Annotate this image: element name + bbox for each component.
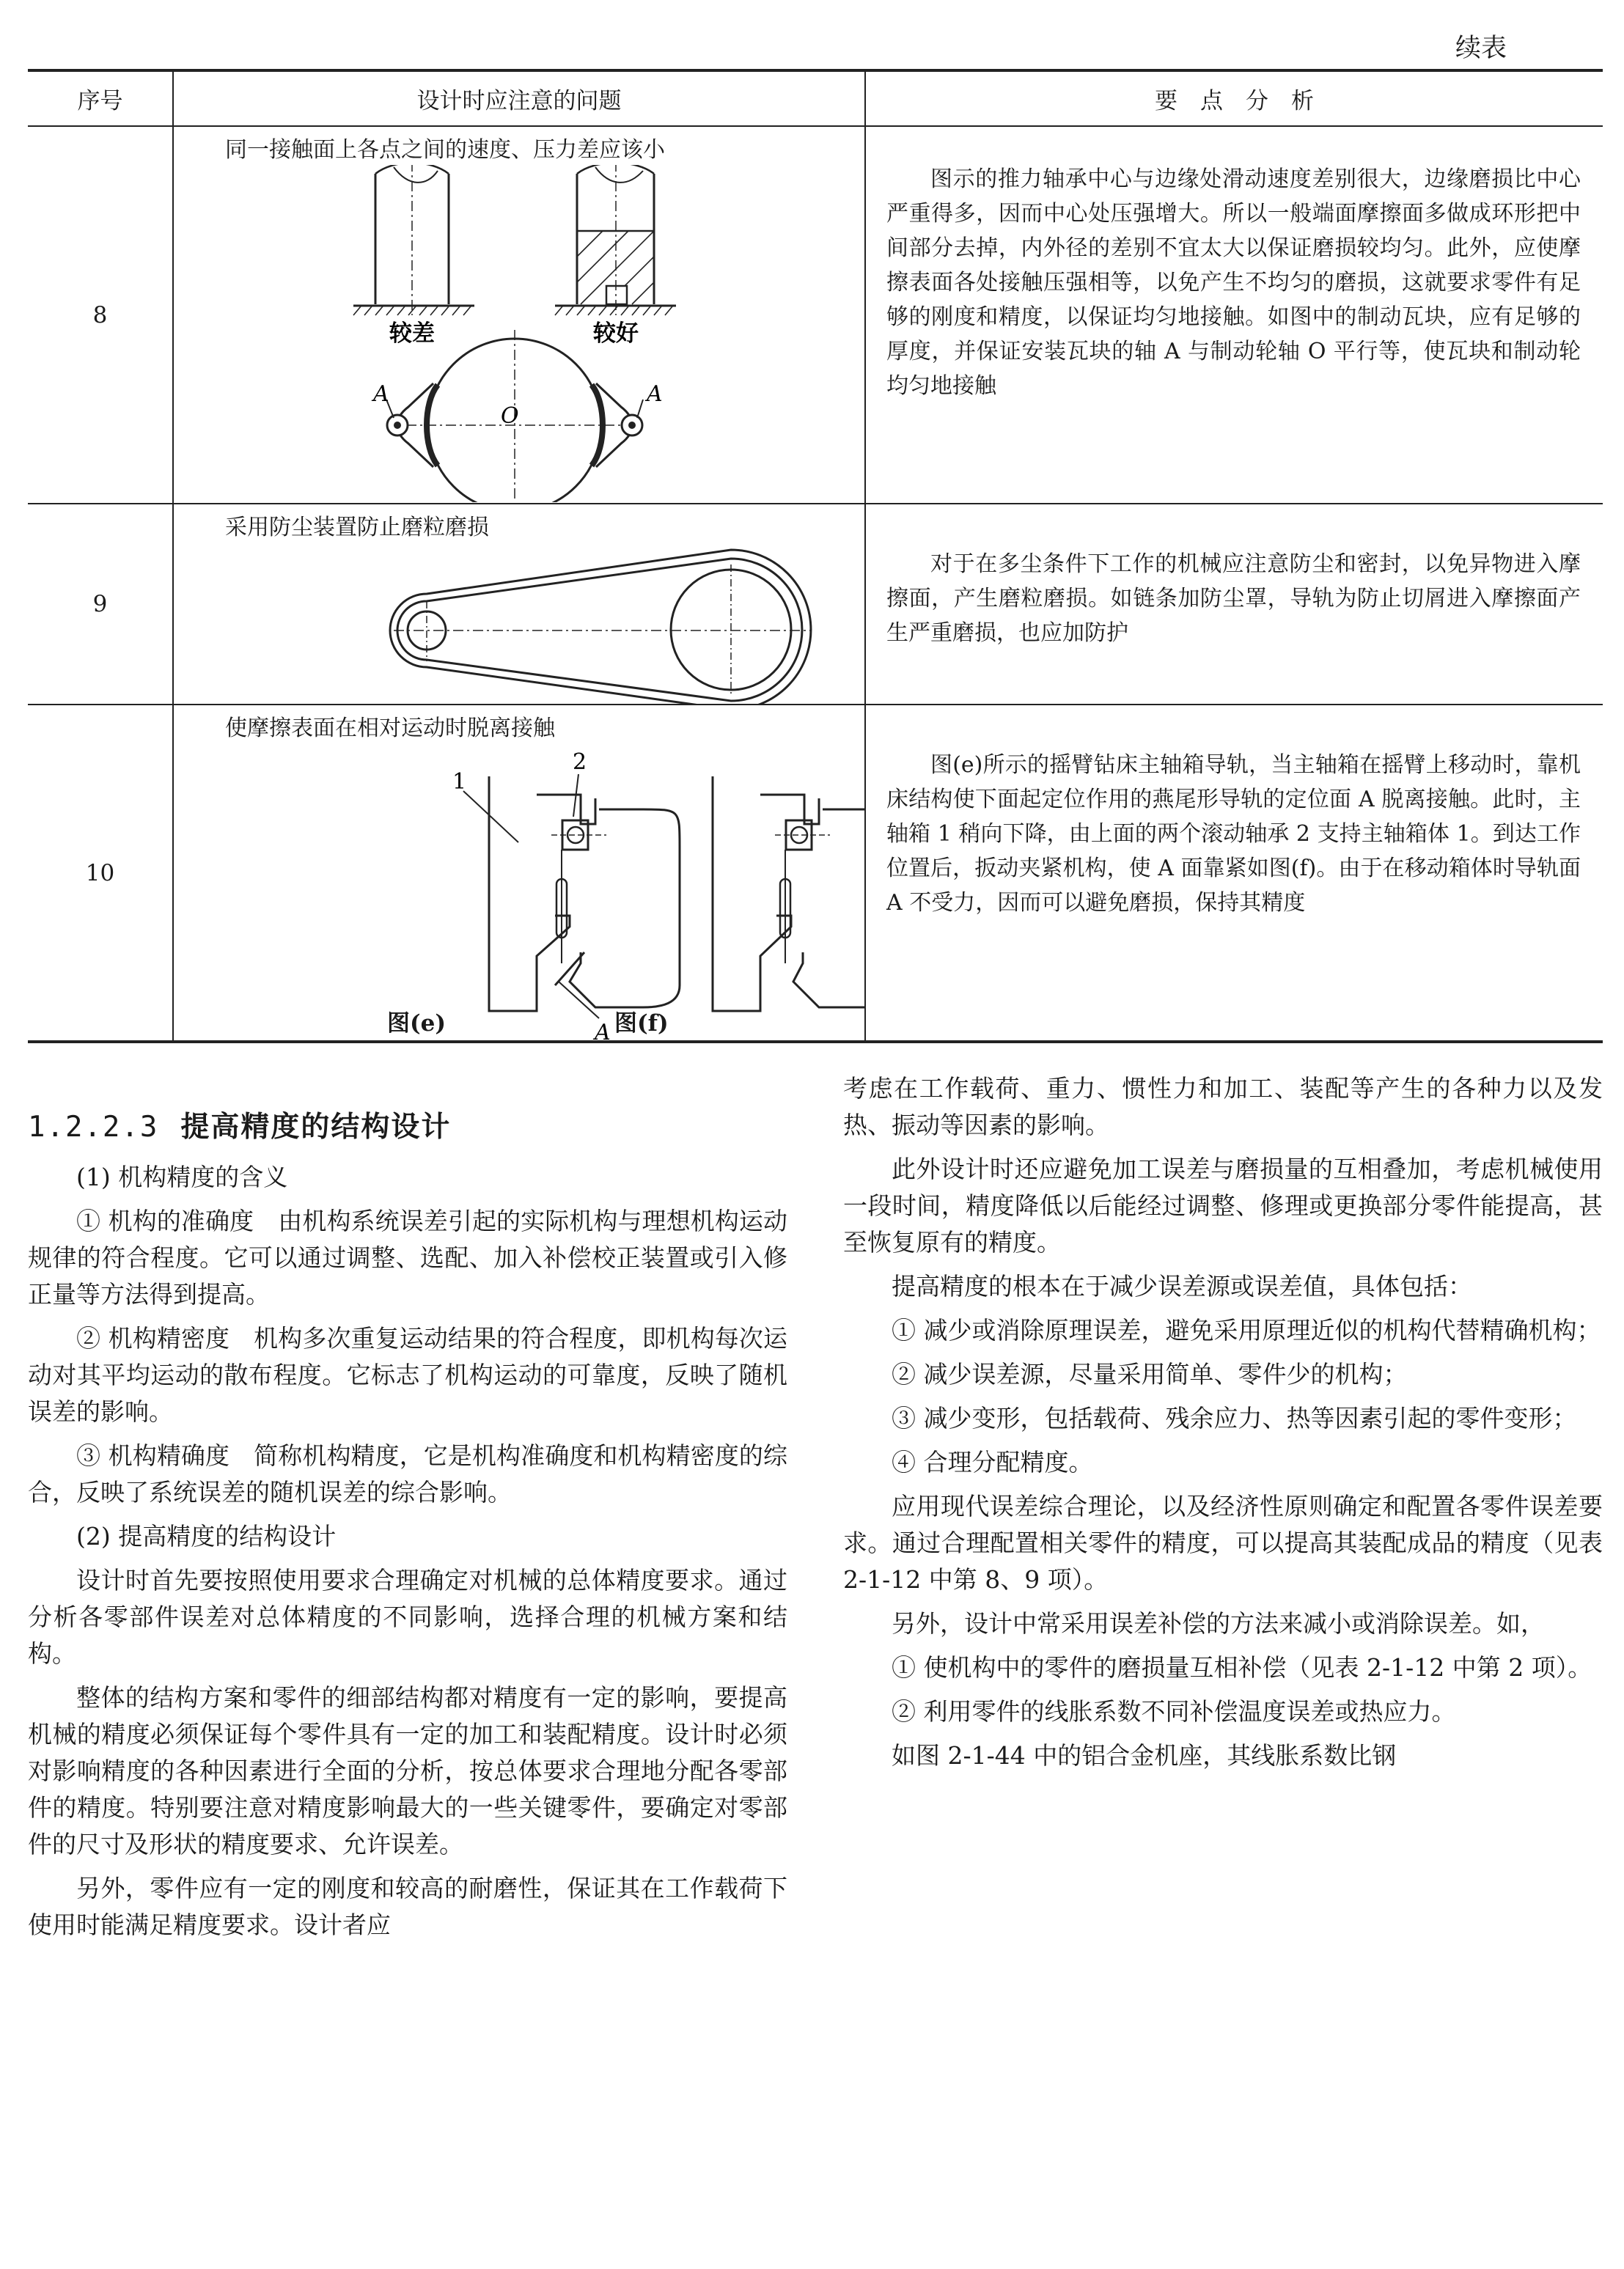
header-number: 序号	[28, 70, 173, 126]
row-issue-cell	[173, 126, 865, 504]
paragraph: 如图 2-1-44 中的铝合金机座，其线胀系数比钢	[892, 1741, 1397, 1770]
paragraph: (2) 提高精度的结构设计	[76, 1522, 337, 1551]
paragraph: 应用现代误差综合理论，以及经济性原则确定和配置各零件误差要求。通过合理配置相关零件的精度，可以提高其装配成品的精度（见表 2-1-12 中第 8、9 项）。	[843, 1492, 1603, 1594]
paragraph: 另外，设计中常采用误差补偿的方法来减小或消除误差。如，	[892, 1609, 1545, 1638]
row-analysis: 图示的推力轴承中心与边缘处滑动速度差别很大，边缘磨损比中心严重得多，因而中心处压强增大。所以一般端面摩擦面多做成环形把中间部分去掉，内外径的差别不宜太大以保证磨损较均匀。此外，应使摩擦表面各处接触压强相等，以免产生不均匀的磨损，这就要求零件有足够的刚度和精度，以保证均匀地接触。如图中的制动瓦块，应有足够的厚度，并保证安装瓦块的轴 A 与制动轮轴 O 平行等，使瓦块和制动轮均匀地接触	[886, 166, 1581, 399]
row-analysis: 图(e)所示的摇臂钻床主轴箱导轨，当主轴箱在摇臂上移动时，靠机床结构使下面起定位作用的燕尾形导轨的定位面 A 脱离接触。此时，主轴箱 1 稍向下降，由上面的两个滚动轴承 2 支持主轴箱体 1。到达工作位置后，扳动夹紧机构，使 A 面靠紧如图(f)。由于在移动箱体时导轨面 A 不受力，因而可以避免磨损，保持其精度	[886, 752, 1581, 916]
table-row	[28, 504, 1603, 705]
paragraph: ② 减少误差源，尽量采用简单、零件少的机构；	[892, 1360, 1408, 1389]
paragraph: ④ 合理分配精度。	[892, 1448, 1093, 1476]
table-row	[28, 705, 1603, 1042]
row-analysis-cell	[865, 126, 1603, 504]
section-number: 1.2.2.3	[28, 1111, 159, 1144]
label-a: A	[595, 1020, 611, 1040]
row-issue: 同一接触面上各点之间的速度、压力差应该小	[225, 137, 665, 163]
paragraph: ① 机构的准确度 由机构系统误差引起的实际机构与理想机构运动规律的符合程度。它可以通过调整、选配、加入补偿校正装置或引入修正量等方法得到提高。	[28, 1207, 787, 1309]
row-issue: 使摩擦表面在相对运动时脱离接触	[225, 716, 555, 741]
paragraph: ② 机构精密度 机构多次重复运动结果的符合程度，即机构每次运动对其平均运动的散布程度。它标志了机构运动的可靠度，反映了随机误差的影响。	[28, 1324, 787, 1426]
label-worse: 较差	[389, 320, 435, 347]
row-analysis-cell	[865, 504, 1603, 705]
paragraph: ② 利用零件的线胀系数不同补偿温度误差或热应力。	[892, 1697, 1456, 1726]
row-analysis-cell	[865, 705, 1603, 1042]
guide-rail-figure	[174, 743, 866, 1040]
label-axis-a-right: A	[647, 381, 663, 407]
row-issue-cell	[173, 504, 865, 705]
thrust-bearing-brake-figure	[174, 165, 866, 502]
row-number: 10	[28, 705, 173, 1042]
table-header-row	[28, 70, 1603, 126]
paragraph: (1) 机构精度的含义	[76, 1163, 288, 1191]
paragraph: 设计时首先要按照使用要求合理确定对机械的总体精度要求。通过分析各零部件误差对总体精度的不同影响，选择合理的机械方案和结构。	[28, 1566, 787, 1668]
caption-fig-f: 图(f)	[614, 1010, 669, 1037]
row-number: 9	[28, 504, 173, 705]
paragraph: 另外，零件应有一定的刚度和较高的耐磨性，保证其在工作载荷下使用时能满足精度要求。设计者应	[28, 1874, 787, 1939]
label-axis-a-left: A	[373, 381, 389, 407]
row-number: 8	[28, 126, 173, 504]
section-title: 提高精度的结构设计	[180, 1110, 452, 1144]
paragraph: ③ 减少变形，包括载荷、残余应力、热等因素引起的零件变形；	[892, 1404, 1577, 1433]
paragraph: ③ 机构精确度 简称机构精度，它是机构准确度和机构精密度的综合，反映了系统误差的随机误差的综合影响。	[28, 1441, 787, 1507]
paragraph: 考虑在工作载荷、重力、惯性力和加工、装配等产生的各种力以及发热、振动等因素的影响。	[843, 1074, 1603, 1139]
paragraph: ① 使机构中的零件的磨损量互相补偿（见表 2-1-12 中第 2 项）。	[892, 1653, 1592, 1682]
header-issue: 设计时应注意的问题	[173, 70, 865, 126]
label-1: 1	[452, 769, 467, 795]
label-axis-o: O	[501, 403, 519, 429]
paragraph: 整体的结构方案和零件的细部结构都对精度有一定的影响，要提高机械的精度必须保证每个零件具有一定的加工和装配精度。设计时必须对影响精度的各种因素进行全面的分析，按总体要求合理地分配各零部件的精度。特别要注意对精度影响最大的一些关键零件，要确定对零部件的尺寸及形状的精度要求、允许误差。	[28, 1683, 787, 1858]
row-issue: 采用防尘装置防止磨粒磨损	[225, 515, 489, 540]
continued-label: 续表	[1455, 34, 1507, 63]
row-analysis: 对于在多尘条件下工作的机械应注意防尘和密封，以免异物进入摩擦面，产生磨粒磨损。如链条加防尘罩，导轨为防止切屑进入摩擦面产生严重磨损，也应加防护	[886, 551, 1581, 646]
paragraph: 此外设计时还应避免加工误差与磨损量的互相叠加，考虑机械使用一段时间，精度降低以后能经过调整、修理或更换部分零件能提高，甚至恢复原有的精度。	[843, 1155, 1603, 1257]
table-row	[28, 126, 1603, 504]
header-analysis: 要 点 分 析	[865, 70, 1603, 126]
right-column	[843, 1070, 1603, 1781]
label-2: 2	[573, 749, 587, 775]
design-table	[28, 69, 1603, 1043]
paragraph: 提高精度的根本在于减少误差源或误差值，具体包括：	[892, 1272, 1472, 1301]
paragraph: ① 减少或消除原理误差，避免采用原理近似的机构代替精确机构；	[892, 1316, 1601, 1345]
caption-fig-e: 图(e)	[387, 1010, 447, 1037]
label-better: 较好	[593, 320, 639, 347]
section-heading	[28, 1108, 787, 1146]
chain-dust-guard-figure	[174, 543, 866, 704]
row-issue-cell	[173, 705, 865, 1042]
left-column	[28, 1086, 787, 1951]
